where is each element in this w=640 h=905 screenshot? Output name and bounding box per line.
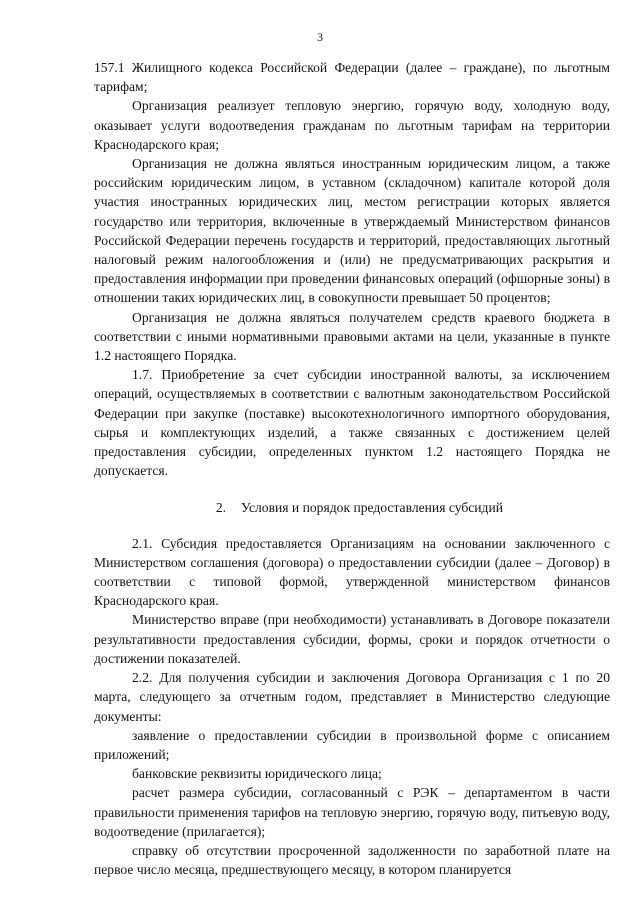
paragraph: расчет размера субсидии, согласованный с РЭК – департаментом в части правильности применения тарифов на тепловую энергию, горячую воду, питьевую воду, водоотведение (прилагается); (94, 785, 610, 839)
paragraph: заявление о предоставлении субсидии в произвольной форме с описанием приложений; (94, 727, 610, 762)
paragraph: Организация реализует тепловую энергию, горячую воду, холодную воду, оказывает услуги водоотведения гражданам по льготным тарифам на территории Краснодарского края; (94, 98, 610, 152)
section-title: Условия и порядок предоставления субсидий (240, 500, 504, 516)
page-number: 3 (317, 30, 323, 44)
paragraph: банковские реквизиты юридического лица; (132, 766, 382, 782)
section-heading (94, 498, 610, 517)
paragraph: справку об отсутствии просроченной задолженности по заработной плате на первое число месяца, предшествующего месяцу, в котором планируется (94, 842, 610, 878)
paragraph: Организация не должна являться иностранным юридическим лицом, а также российским юридическим лицом, в уставном (складочном) капитале которой доля участия иностранных юридических лиц, местом регистрации которых является государство или территория, включенные в утверждаемый Министерством финансов Российской Федерации перечень государств и территорий, предоставляющих льготный налоговый режим налогообложения и (или) не предусматривающих раскрытия и предоставления информации при проведении финансовых операций (офшорные зоны) в отношении таких юридических лиц, в совокупности превышает 50 процентов; (94, 156, 610, 306)
paragraph: Организация не должна являться получателем средств краевого бюджета в соответствии с иными нормативными правовыми актами на цели, указанные в пункте 1.2 настоящего Порядка. (94, 309, 610, 364)
paragraph: 1.7. Приобретение за счет субсидии иностранной валюты, за исключением операций, осуществляемых в соответствии с валютным законодательством Российской Федерации при закупке (поставке) высокотехнологичного импортного оборудования, сырья и комплектующих изделий, а также связанных с достижением целей предоставления субсидии, определенных пунктом 1.2 настоящего Порядка не допускается. (94, 367, 610, 479)
document-body (94, 58, 610, 879)
paragraph: 2.2. Для получения субсидии и заключения Договора Организация с 1 по 20 марта, следующего за отчетным годом, представляет в Министерство следующие документы: (94, 670, 610, 724)
section-number: 2. (215, 500, 227, 516)
paragraph: Министерство вправе (при необходимости) устанавливать в Договоре показатели результативности предоставления субсидии, формы, сроки и порядок отчетности о достижении показателей. (94, 612, 610, 666)
paragraph: 2.1. Субсидия предоставляется Организациям на основании заключенного с Министерством соглашения (договора) о предоставлении субсидии (далее – Договор) в соответствии с типовой формой, утвержденной министерством финансов Краснодарского края. (94, 535, 610, 609)
paragraph: 157.1 Жилищного кодекса Российской Федерации (далее – граждане), по льготным тарифам; (94, 60, 610, 95)
